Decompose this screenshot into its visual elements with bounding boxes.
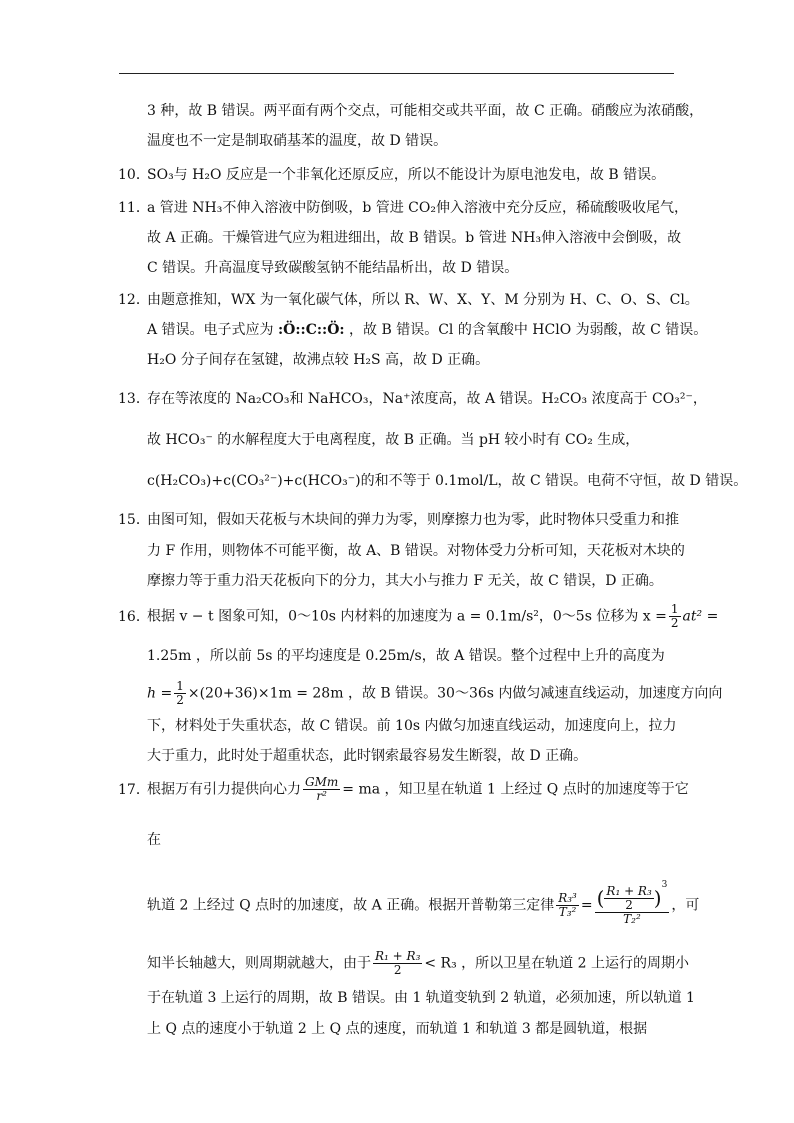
denominator: T₃² — [558, 905, 577, 919]
text-line: 由题意推知，WX 为一氧化碳气体，所以 R、W、X、Y、M 分别为 H、C、O、S、Cl。 — [147, 292, 699, 308]
text-line — [147, 776, 689, 803]
header-rule — [119, 73, 674, 74]
paren-left: ( — [596, 886, 605, 910]
item-number: 15． — [118, 512, 150, 528]
text-line — [147, 880, 700, 926]
text-line: 大于重力，此时处于超重状态，此时钢索最容易发生断裂，故 D 正确。 — [147, 748, 588, 764]
denominator: r² — [316, 789, 327, 803]
text-span: 轨道 2 上经过 Q 点时的加速度，故 A 正确。根据开普勒第三定律 — [147, 897, 555, 914]
denominator: 2 — [393, 963, 402, 977]
fraction — [595, 880, 670, 926]
inner-fraction — [604, 885, 653, 912]
text-line: 于在轨道 3 上运行的周期，故 B 错误。由 1 轨道变轨到 2 轨道，必须加速，所以轨道 1 — [147, 990, 695, 1006]
item-number: 17． — [118, 782, 150, 798]
fraction — [373, 950, 422, 977]
equals-sign: = — [580, 897, 593, 914]
text-span: at² = — [682, 608, 719, 625]
numerator: GMm — [305, 775, 339, 789]
text-span: < R₃ ，所以卫星在轨道 2 上运行的周期小 — [424, 955, 689, 972]
text-line: c(H₂CO₃)+c(CO₃²⁻)+c(HCO₃⁻)的和不等于 0.1mol/L，故 C 错误。电荷不守恒，故 D 错误。 — [147, 473, 748, 489]
text-span: 根据 v − t 图象可知，0～10s 内材料的加速度为 a = 0.1m/s²，0～5s 位移为 x = — [147, 608, 667, 625]
paren-right: ) — [653, 886, 662, 910]
numerator: R₃³ — [558, 891, 577, 905]
text-line: a 管进 NH₃不伸入溶液中防倒吸，b 管进 CO₂伸入溶液中充分反应，稀硫酸吸收尾气， — [147, 200, 688, 216]
numerator: R₁ + R₃ — [606, 884, 652, 898]
text-line: 摩擦力等于重力沿天花板向下的分力，其大小与推力 F 无关，故 C 错误，D 正确。 — [147, 573, 663, 589]
text-line: 1.25m ，所以前 5s 的平均速度是 0.25m/s，故 A 错误。整个过程中上升的高度为 — [147, 648, 665, 664]
item-number: 16． — [118, 609, 150, 625]
text-line: 故 HCO₃⁻ 的水解程度大于电离程度，故 B 正确。当 pH 较小时有 CO₂ 生成， — [147, 432, 640, 448]
item-number: 10． — [118, 167, 150, 183]
item-number: 11． — [118, 200, 150, 216]
text-line: 故 A 正确。干燥管进气应为粗进细出，故 B 错误。b 管进 NH₃伸入溶液中会倒吸，故 — [147, 230, 682, 246]
numerator: R₁ + R₃ — [375, 949, 421, 963]
text-line — [147, 320, 707, 340]
text-line: C 错误。升高温度导致碳酸氢钠不能结晶析出，故 D 错误。 — [147, 260, 519, 276]
text-line: 由图可知，假如天花板与木块间的弹力为零，则摩擦力也为零，此时物体只受重力和推 — [147, 512, 679, 528]
numerator: 1 — [176, 679, 184, 693]
numerator: ( $\frac{\text{R₁ + R₃}}{2}$ )$^3$ — [596, 880, 668, 912]
text-line — [147, 680, 722, 707]
denominator: 2 — [176, 693, 184, 707]
denominator: 2 — [625, 898, 633, 912]
text-line — [147, 603, 718, 630]
text-line: 在 — [147, 832, 161, 848]
text-line: 下，材料处于失重状态，故 C 错误。前 10s 内做匀加速直线运动，加速度向上，拉力 — [147, 718, 677, 734]
text-line: 3 种，故 B 错误。两平面有两个交点，可能相交或共平面，故 C 正确。硝酸应为浓硝酸， — [147, 103, 704, 119]
fraction — [174, 680, 186, 707]
fraction — [556, 892, 579, 919]
item-number: 12． — [118, 292, 150, 308]
text-span: h = — [147, 685, 173, 702]
text-span: 知半长轴越大，则周期就越大，由于 — [147, 955, 371, 972]
text-span: ，可 — [671, 897, 700, 914]
text-line: 温度也不一定是制取硝基苯的温度，故 D 错误。 — [147, 133, 448, 149]
denominator: 2 — [670, 616, 679, 630]
text-span: ，故 B 错误。Cl 的含氧酸中 HClO 为弱酸，故 C 错误。 — [349, 322, 708, 338]
fraction — [669, 603, 681, 630]
item-number: 13． — [118, 391, 150, 407]
text-span: = ma ，知卫星在轨道 1 上经过 Q 点时的加速度等于它 — [342, 781, 689, 798]
text-span: A 错误。电子式应为 — [147, 322, 274, 338]
fraction — [303, 776, 340, 803]
text-line: H₂O 分子间存在氢键，故沸点较 H₂S 高，故 D 正确。 — [147, 352, 490, 368]
text-line: 上 Q 点的速度小于轨道 2 上 Q 点的速度，而轨道 1 和轨道 3 都是圆轨道，根据 — [147, 1021, 648, 1037]
text-span: ×(20+36)×1m = 28m ，故 B 错误。30～36s 内做匀减速直线运动，加速度方向向 — [187, 685, 723, 702]
denominator: T₂² — [623, 912, 641, 926]
text-span: 根据万有引力提供向心力 — [147, 781, 301, 798]
numerator: 1 — [670, 602, 679, 616]
text-line: SO₃与 H₂O 反应是一个非氧化还原反应，所以不能设计为原电池发电，故 B 错误。 — [147, 167, 666, 183]
electron-formula: :Ö::C::Ö: — [278, 322, 345, 338]
text-line — [147, 950, 689, 977]
text-line: 存在等浓度的 Na₂CO₃和 NaHCO₃，Na⁺浓度高，故 A 错误。H₂CO₃ 浓度高于 CO₃²⁻， — [147, 391, 707, 407]
text-line: 力 F 作用，则物体不可能平衡，故 A、B 错误。对物体受力分析可知，天花板对木块的 — [147, 543, 685, 559]
